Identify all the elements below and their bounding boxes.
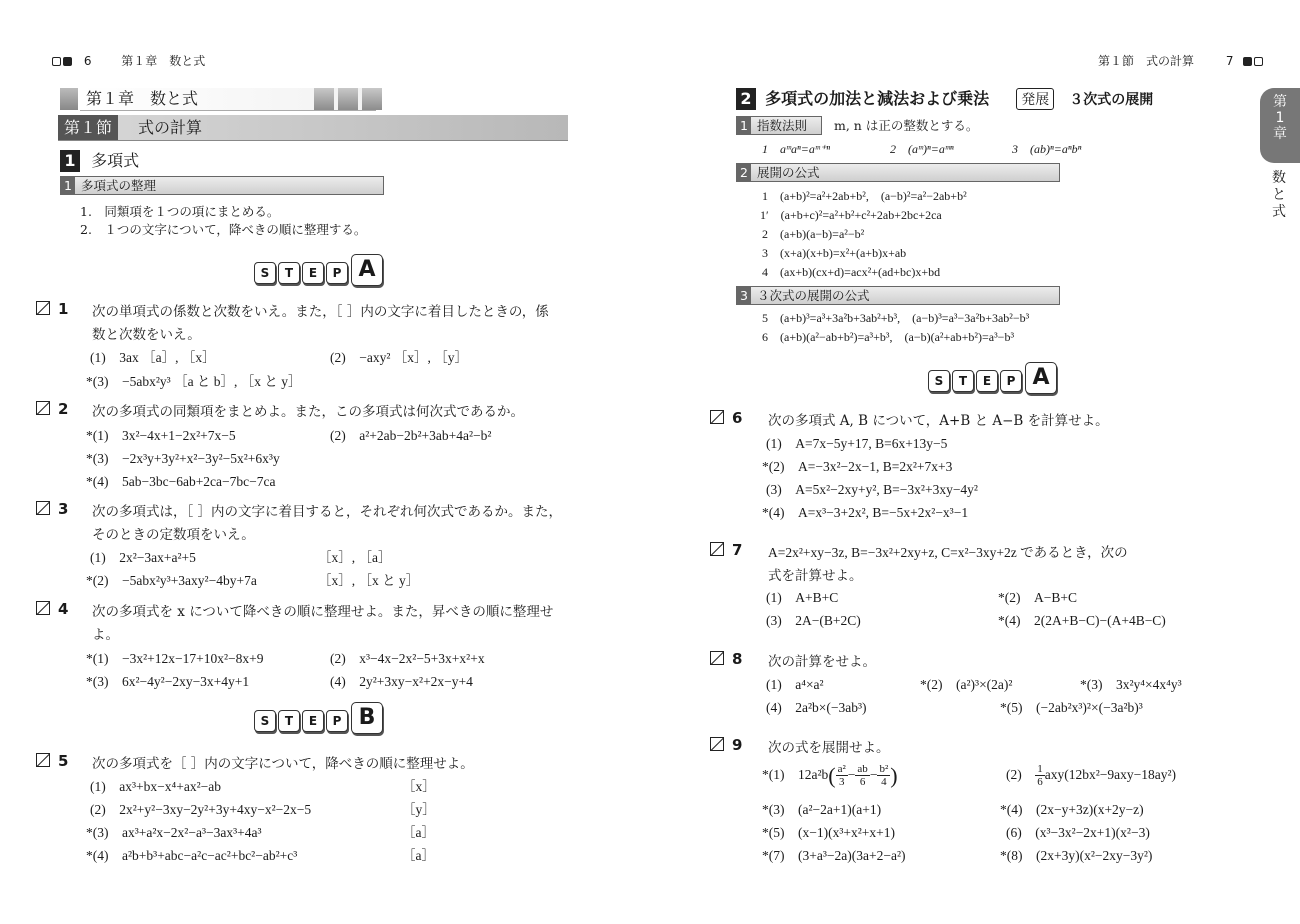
step-letter: S — [254, 262, 276, 284]
problem-text: 次の多項式を x について降べきの順に整理せよ。また，昇べきの順に整理せ — [92, 604, 554, 620]
subheading-number: 2 — [737, 164, 751, 181]
problem-text: 次の多項式は，［ ］内の文字に着目すると，それぞれ何次式であるか。また， — [92, 504, 563, 520]
topic-title: 多項式の加法と減法および乗法 — [765, 89, 990, 108]
problem-item: *(4) 2(2A+B−C)−(A+4B−C) — [998, 613, 1166, 628]
problem-number: 7 — [710, 541, 742, 559]
problem-item: *(5) (x−1)(x³+x²+x+1) — [762, 825, 896, 840]
section-tag: 第１節 — [58, 115, 118, 140]
problem-item: *(4) 5ab−3bc−6ab+2ca−7bc−7ca — [86, 474, 276, 489]
problem-number: 2 — [36, 400, 68, 418]
step-letter: E — [976, 370, 998, 392]
step-b-badge — [254, 702, 383, 738]
problem-item: (4) 2a²b×(−3ab³) — [766, 700, 867, 715]
problem-text: 数と次数をいえ。 — [92, 327, 201, 343]
formula: 2 (aᵐ)ⁿ=aᵐⁿ — [890, 142, 954, 156]
formula: 1 (a+b)²=a²+2ab+b², (a−b)²=a²−2ab+b² — [762, 189, 967, 203]
problem-number: 4 — [36, 600, 68, 618]
problem-number: 3 — [36, 500, 68, 518]
problem-item: *(4) A=x³−3+2x², B=−5x+2x²−x³−1 — [762, 505, 969, 520]
chapter-title: 第１章 数と式 — [80, 88, 376, 111]
subheading-title: ３次式の展開の公式 — [757, 288, 870, 303]
page-marker-filled-icon — [63, 57, 72, 66]
problem-item: (2) a²+2ab−2b²+3ab+4a²−b² — [330, 428, 492, 443]
step-letter: P — [1000, 370, 1022, 392]
problem-text: 次の計算をせよ。 — [768, 654, 876, 670]
problem-item: (1) A=7x−5y+17, B=6x+13y−5 — [766, 436, 948, 451]
subheading-number: 3 — [737, 287, 751, 304]
problem-item: (6) (x³−3x²−2x+1)(x²−3) — [1006, 825, 1150, 840]
problem-text: 次の多項式を［ ］内の文字について，降べきの順に整理せよ。 — [92, 756, 474, 772]
problem-item: (2) −axy² ［x］, ［y］ — [330, 350, 469, 365]
rule-1: 1. 同類項を１つの項にまとめる。 — [80, 204, 280, 219]
subheading-title: 多項式の整理 — [81, 178, 157, 193]
chapter-side-tab[interactable]: 第 1 章 — [1260, 88, 1300, 163]
advanced-badge: 発展 — [1016, 88, 1054, 110]
page-marker-filled-icon — [1243, 57, 1252, 66]
problem-item: (2) $\frac{1}{6}$ axy(12bx²−9axy−18ay²) — [1006, 763, 1177, 789]
problem-item: ［a］ — [402, 848, 435, 863]
problem-text: 次の多項式 A, B について，A+B と A−B を計算せよ。 — [768, 413, 1109, 429]
subheading-1 — [736, 116, 822, 135]
topic-heading — [60, 148, 139, 172]
problem-item: *(3) ax³+a²x−2x²−a³−3ax³+4a³ — [86, 825, 262, 840]
problem-item: *(8) (2x+3y)(x²−2xy−3y²) — [1000, 848, 1153, 863]
right-header — [1098, 52, 1265, 69]
problem-item: *(1) 3x²−4x+1−2x²+7x−5 — [86, 428, 236, 443]
chapter-bar-block — [362, 88, 382, 110]
problem-item: ［x］, ［a］ — [318, 550, 392, 565]
topic-number: 2 — [736, 88, 756, 110]
problem-text: 式を計算せよ。 — [768, 568, 863, 584]
problem-text: よ。 — [92, 627, 119, 643]
problem-text: そのときの定数項をいえ。 — [92, 527, 255, 543]
step-level: A — [351, 254, 383, 286]
problem-number: 1 — [36, 300, 68, 318]
step-letter: T — [278, 710, 300, 732]
topic-number: 1 — [60, 150, 80, 172]
formula: 3 (x+a)(x+b)=x²+(a+b)x+ab — [762, 246, 907, 260]
subheading-2 — [736, 163, 1060, 182]
step-level: A — [1025, 362, 1057, 394]
step-letter: T — [278, 262, 300, 284]
problem-item: *(5) (−2ab²x³)²×(−3a²b)³ — [1000, 700, 1143, 715]
problem-item: *(3) 3x²y⁴×4x⁴y³ — [1080, 677, 1182, 692]
problem-text: 次の式を展開せよ。 — [768, 740, 890, 756]
problem-item: *(4) (2x−y+3z)(x+2y−z) — [1000, 802, 1144, 817]
checkbox-icon[interactable] — [36, 301, 50, 315]
chapter-bar-block — [338, 88, 358, 110]
checkbox-icon[interactable] — [710, 737, 724, 751]
right-page — [650, 0, 1300, 924]
problem-number: 5 — [36, 752, 68, 770]
step-letter: S — [928, 370, 950, 392]
checkbox-icon[interactable] — [36, 401, 50, 415]
problem-item: ［y］ — [402, 802, 436, 817]
step-letter: P — [326, 262, 348, 284]
rule-2: 2. １つの文字について，降べきの順に整理する。 — [80, 222, 367, 237]
problem-item: ［x］, ［x と y］ — [318, 573, 420, 588]
problem-item: *(2) (a²)³×(2a)² — [920, 677, 1013, 692]
checkbox-icon[interactable] — [36, 601, 50, 615]
problem-item: *(3) −2x³y+3y²+x²−3y²−5x²+6x³y — [86, 451, 280, 466]
step-letter: E — [302, 710, 324, 732]
step-level: B — [351, 702, 383, 734]
subheading-title: 展開の公式 — [757, 165, 820, 180]
step-a-badge — [254, 254, 383, 290]
problem-text: 次の多項式の同類項をまとめよ。また，この多項式は何次式であるか。 — [92, 404, 524, 420]
subheading-3 — [736, 286, 1060, 305]
problem-item: *(3) (a²−2a+1)(a+1) — [762, 802, 882, 817]
problem-item: *(2) A=−3x²−2x−1, B=2x²+7x+3 — [762, 459, 953, 474]
left-header — [52, 52, 205, 69]
page-marker-icon — [52, 57, 61, 66]
step-letter: P — [326, 710, 348, 732]
topic-heading — [736, 86, 1153, 110]
problem-number: 6 — [710, 409, 742, 427]
section-title: 式の計算 — [138, 118, 203, 137]
problem-item: *(4) a²b+b³+abc−a²c−ac²+bc²−ab²+c³ — [86, 848, 298, 863]
step-a-badge — [928, 362, 1057, 398]
problem-item: (1) A+B+C — [766, 590, 839, 605]
formula: 3 (ab)ⁿ=aⁿbⁿ — [1012, 142, 1082, 156]
problem-item: (2) x³−4x−2x²−5+3x+x²+x — [330, 651, 485, 666]
page-number: 7 — [1225, 54, 1234, 68]
step-letter: S — [254, 710, 276, 732]
problem-item: *(2) A−B+C — [998, 590, 1077, 605]
problem-item: (4) 2y²+3xy−x²+2x−y+4 — [330, 674, 473, 689]
subheading-note: m, n は正の整数とする。 — [834, 118, 979, 133]
problem-item: (1) 2x²−3ax+a²+5 — [90, 550, 196, 565]
problem-item: (3) 2A−(B+2C) — [766, 613, 861, 628]
chapter-bar-accent — [60, 88, 78, 110]
problem-number: 8 — [710, 650, 742, 668]
problem-item: (1) ax³+bx−x⁴+ax²−ab — [90, 779, 221, 794]
problem-item: ［x］ — [402, 779, 436, 794]
problem-item: *(2) −5abx²y³+3axy²−4by+7a — [86, 573, 257, 588]
problem-item: *(1) 12a²b( $\frac{\text{a²}}{3}$ − $\frac{ab}{6}$ − $\frac{\text{b²}}{4}$ ) — [762, 762, 898, 789]
formula: 1 aᵐaⁿ=aᵐ⁺ⁿ — [762, 142, 830, 156]
formula: 6 (a+b)(a²−ab+b²)=a³+b³, (a−b)(a²+ab+b²)=a³−b³ — [762, 330, 1015, 344]
problem-item: *(3) 6x²−4y²−2xy−3x+4y+1 — [86, 674, 250, 689]
problem-text: A=2x²+xy−3z, B=−3x²+2xy+z, C=x²−3xy+2z であるとき，次の — [768, 545, 1128, 560]
chapter-running-title: 第１章 数と式 — [121, 54, 206, 68]
chapter-side-label: 数 と 式 — [1272, 170, 1286, 220]
problem-item: *(3) −5abx²y³ ［a と b］, ［x と y］ — [86, 374, 302, 389]
problem-number: 9 — [710, 736, 742, 754]
subheading-number: 1 — [737, 117, 751, 134]
step-letter: T — [952, 370, 974, 392]
subheading-1 — [60, 176, 384, 195]
chapter-bar-block — [314, 88, 334, 110]
subheading-number: 1 — [61, 177, 75, 194]
problem-item: (3) A=5x²−2xy+y², B=−3x²+3xy−4y² — [766, 482, 978, 497]
subheading-title: 指数法則 — [757, 118, 808, 133]
page-marker-icon — [1254, 57, 1263, 66]
problem-text: 次の単項式の係数と次数をいえ。また，［ ］内の文字に着目したときの，係 — [92, 304, 549, 320]
page-number: 6 — [83, 54, 92, 68]
section-running-title: 第１節 式の計算 — [1098, 54, 1195, 68]
checkbox-icon[interactable] — [36, 753, 50, 767]
checkbox-icon[interactable] — [710, 542, 724, 556]
section-title-bar — [58, 115, 568, 141]
problem-item: (2) 2x²+y²−3xy−2y²+3y+4xy−x²−2x−5 — [90, 802, 312, 817]
checkbox-icon[interactable] — [710, 651, 724, 665]
topic-title: 多項式 — [91, 151, 140, 170]
formula: 2 (a+b)(a−b)=a²−b² — [762, 227, 865, 241]
problem-item: (1) 3ax ［a］, ［x］ — [90, 350, 216, 365]
formula: 1′ (a+b+c)²=a²+b²+c²+2ab+2bc+2ca — [760, 208, 942, 222]
chapter-title-bar — [60, 88, 382, 110]
problem-item: *(7) (3+a³−2a)(3a+2−a²) — [762, 848, 906, 863]
formula: 4 (ax+b)(cx+d)=acx²+(ad+bc)x+bd — [762, 265, 941, 279]
problem-item: *(1) −3x²+12x−17+10x²−8x+9 — [86, 651, 264, 666]
problem-item: ［a］ — [402, 825, 435, 840]
topic-extra: ３次式の展開 — [1069, 92, 1154, 108]
checkbox-icon[interactable] — [36, 501, 50, 515]
step-letter: E — [302, 262, 324, 284]
formula: 5 (a+b)³=a³+3a²b+3ab²+b³, (a−b)³=a³−3a²b+3ab²−b³ — [762, 311, 1030, 325]
problem-item: (1) a⁴×a² — [766, 677, 824, 692]
checkbox-icon[interactable] — [710, 410, 724, 424]
